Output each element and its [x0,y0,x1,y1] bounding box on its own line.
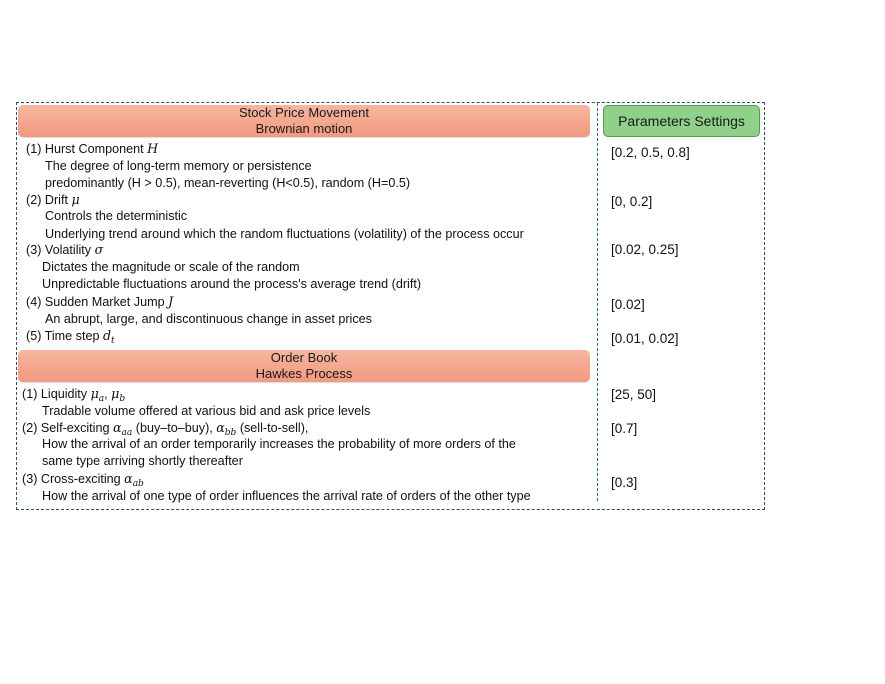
hurst-value: [0.2, 0.5, 0.8] [611,145,690,160]
liquidity-label [22,386,125,402]
column-divider [597,103,598,501]
timestep-label-text: (5) Time step [26,329,100,343]
cross-exciting-label-text: (3) Cross-exciting [22,472,121,486]
cross-exciting-sub: ab [132,479,144,489]
self-exciting-desc-2: same type arriving shortly thereafter [42,454,243,468]
self-exciting-symbol-b: α [216,420,225,435]
liquidity-value: [25, 50] [611,387,657,402]
liquidity-symbol-b: μ [111,386,120,401]
orderbook-header-subtitle: Hawkes Process [255,366,353,381]
stock-header-title: Stock Price Movement [238,105,370,120]
drift-desc-2: Underlying trend around which the random fluctuations (volatility) of the process occur [45,227,524,241]
volatility-label [26,242,103,258]
liquidity-label-text: (1) Liquidity [22,387,88,401]
self-exciting-label-text: (2) Self-exciting [22,421,110,435]
liquidity-symbol-a: μ [90,386,99,401]
self-exciting-label [22,420,308,436]
self-exciting-desc-1: How the arrival of an order temporarily increases the probability of more orders of the [42,437,516,451]
drift-desc-1: Controls the deterministic [45,209,188,223]
timestep-value: [0.01, 0.02] [611,331,679,346]
hurst-label [26,141,158,157]
self-exciting-mid: (buy–to–buy), [135,421,213,435]
hurst-desc-2: predominantly (H > 0.5), mean-reverting (H<0.5), random (H=0.5) [45,176,411,190]
volatility-value: [0.02, 0.25] [611,242,679,257]
self-exciting-sub-b: bb [224,428,237,438]
liquidity-sub-b: b [119,394,126,404]
cross-exciting-symbol: α [124,471,133,486]
stock-price-header [18,105,590,137]
jump-label [26,294,173,310]
timestep-subscript: t [111,336,115,346]
drift-label-text: (2) Drift [26,193,68,207]
drift-value: [0, 0.2] [611,194,653,209]
liquidity-sub-a: a [98,394,105,404]
parameters-settings-header: Parameters Settings [603,105,760,137]
order-book-header [18,350,590,382]
timestep-label [26,328,115,344]
self-exciting-sub-a: aa [121,428,133,438]
drift-label [26,192,80,208]
orderbook-header-title: Order Book [270,350,338,365]
self-exciting-tail: (sell-to-sell), [239,421,309,435]
volatility-symbol: σ [94,242,104,257]
jump-desc-1: An abrupt, large, and discontinuous change in asset prices [45,312,372,326]
jump-value: [0.02] [611,297,645,312]
jump-label-text: (4) Sudden Market Jump [26,295,165,309]
liquidity-desc-1: Tradable volume offered at various bid and ask price levels [42,404,371,418]
self-exciting-value: [0.7] [611,421,638,436]
cross-exciting-desc-1: How the arrival of one type of order influences the arrival rate of orders of the other type [42,489,531,503]
liquidity-sep: , [104,387,108,401]
volatility-desc-1: Dictates the magnitude or scale of the random [42,260,300,274]
jump-symbol: J [168,294,174,309]
cross-exciting-label [22,471,144,487]
hurst-label-text: (1) Hurst Component [26,142,144,156]
hurst-symbol: H [147,141,159,156]
volatility-label-text: (3) Volatility [26,243,92,257]
stock-header-subtitle: Brownian motion [255,121,353,136]
timestep-symbol: d [102,328,112,343]
volatility-desc-2: Unpredictable fluctuations around the process's average trend (drift) [42,277,422,291]
self-exciting-symbol-a: α [113,420,122,435]
hurst-desc-1: The degree of long-term memory or persistence [45,159,312,173]
drift-symbol: μ [71,192,80,207]
cross-exciting-value: [0.3] [611,475,638,490]
